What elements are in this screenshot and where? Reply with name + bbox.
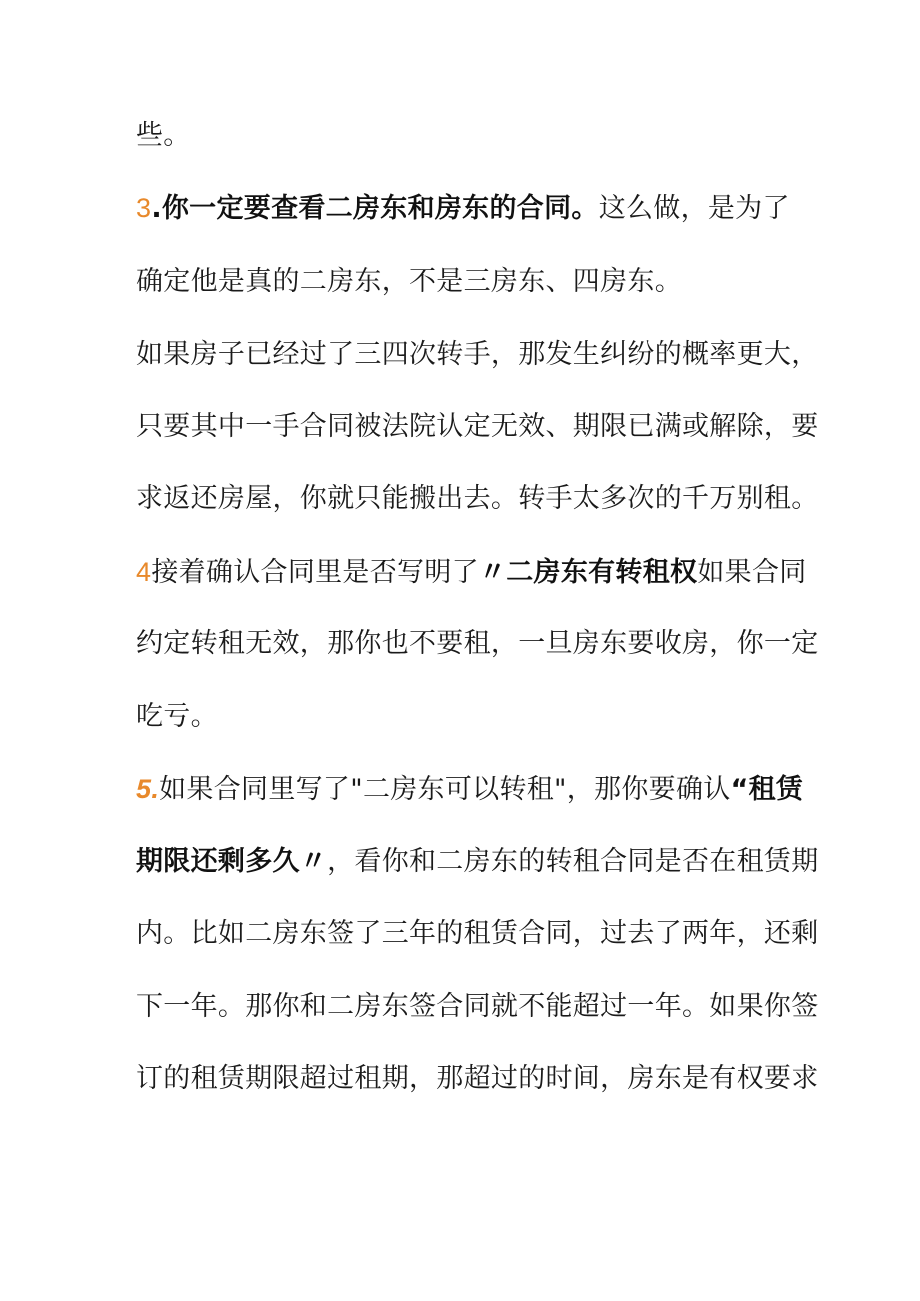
text-line-12 bbox=[136, 916, 819, 952]
line-7-rest: 如果合同 bbox=[697, 557, 807, 588]
line-14-text: 订的租赁期限超过租期，那超过的时间，房东是有权要求 bbox=[136, 1063, 819, 1094]
text-line-14 bbox=[136, 1061, 819, 1097]
text-line-11 bbox=[136, 844, 819, 880]
text-line-10 bbox=[136, 771, 803, 808]
text-line-6 bbox=[136, 481, 819, 517]
item-number-4: 4 bbox=[136, 557, 152, 587]
line-10-pre: 如果合同里写了"二房东可以转租"，那你要确认 bbox=[159, 774, 731, 805]
line-3-text: 确定他是真的二房东，不是三房东、四房东。 bbox=[136, 266, 682, 297]
text-line-7 bbox=[136, 554, 807, 591]
item-number-3: 3 bbox=[136, 193, 152, 223]
line-11-rest: ，看你和二房东的转租合同是否在租赁期 bbox=[327, 846, 819, 877]
line-11-bold: 期限还剩多久〃 bbox=[136, 846, 328, 877]
line-2-rest: 这么做，是为了 bbox=[598, 193, 790, 224]
line-10-bold: “租赁 bbox=[730, 774, 804, 805]
text-line-2 bbox=[136, 190, 790, 227]
text-line-9 bbox=[136, 699, 218, 735]
line-7-pre: 接着确认合同里是否写明了 bbox=[151, 557, 479, 588]
text-line-1 bbox=[136, 118, 191, 154]
line-13-text: 下一年。那你和二房东签合同就不能超过一年。如果你签 bbox=[136, 991, 819, 1022]
line-12-text: 内。比如二房东签了三年的租赁合同，过去了两年，还剩 bbox=[136, 918, 819, 949]
line-6-text: 求返还房屋，你就只能搬出去。转手太多次的千万别租。 bbox=[136, 483, 819, 514]
item-number-5: 5. bbox=[136, 774, 160, 804]
text-line-3 bbox=[136, 264, 682, 300]
text-line-4 bbox=[136, 337, 819, 373]
line-1-text: 些。 bbox=[136, 120, 191, 151]
line-2-bold: .你一定要查看二房东和房东的合同。 bbox=[151, 193, 599, 224]
line-7-bold: 〃二房东有转租权 bbox=[478, 557, 698, 588]
line-8-text: 约定转租无效，那你也不要租，一旦房东要收房，你一定 bbox=[136, 628, 819, 659]
text-line-5 bbox=[136, 409, 819, 445]
line-4-text: 如果房子已经过了三四次转手，那发生纠纷的概率更大， bbox=[136, 339, 819, 370]
text-line-13 bbox=[136, 989, 819, 1025]
line-9-text: 吃亏。 bbox=[136, 701, 218, 732]
text-line-8 bbox=[136, 626, 819, 662]
line-5-text: 只要其中一手合同被法院认定无效、期限已满或解除，要 bbox=[136, 411, 819, 442]
